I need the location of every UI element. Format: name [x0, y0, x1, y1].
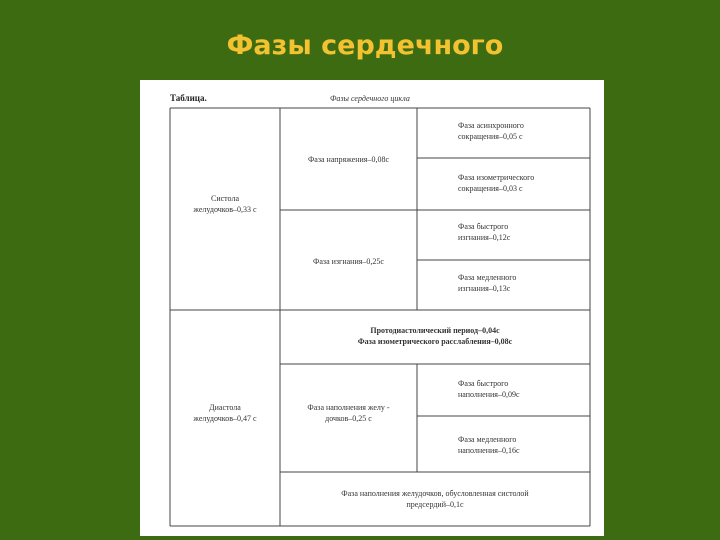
diastole-label [170, 402, 280, 424]
slow-filling: Фаза медленного наполнения–0,16с [458, 435, 520, 455]
diastole-subtitle: желудочков–0,47 с [193, 414, 257, 423]
rapid-filling: Фаза быстрого наполнения–0,09с [458, 379, 520, 399]
table-caption-title: Фазы сердечного цикла [330, 94, 410, 103]
table-scan [140, 80, 604, 536]
ejection-phase-label: Фаза изгнания–0,25с [313, 257, 384, 266]
atrial-filling-phase: Фаза наполнения желудочков, обусловленная систолой предсердий–0,1с [341, 489, 529, 509]
protodiastolic-period: Протодиастолический период–0,04с Фаза изометрического расслабления–0,08с [357, 326, 513, 346]
tension-phase-label: Фаза напряжения–0,08с [307, 155, 390, 164]
diastole-title: Диастола [209, 403, 241, 412]
systole-title: Систола [211, 194, 239, 203]
isometric-contraction: Фаза изометрического сокращения–0,03 с [458, 173, 535, 193]
rapid-ejection: Фаза быстрого изгнания–0,12с [458, 222, 511, 242]
asynchronous-contraction: Фаза асинхронного сокращения–0,05 с [458, 121, 524, 141]
systole-subtitle: желудочков–0,33 с [193, 205, 257, 214]
table-caption-label: Таблица. [170, 93, 207, 103]
slide-title: Фазы сердечного [226, 30, 504, 61]
filling-phase-label: Фаза наполнения желу - дочков–0,25 с [307, 403, 390, 423]
systole-label [170, 193, 280, 215]
table-grid [140, 80, 604, 536]
slow-ejection: Фаза медленного изгнания–0,13с [458, 273, 517, 293]
